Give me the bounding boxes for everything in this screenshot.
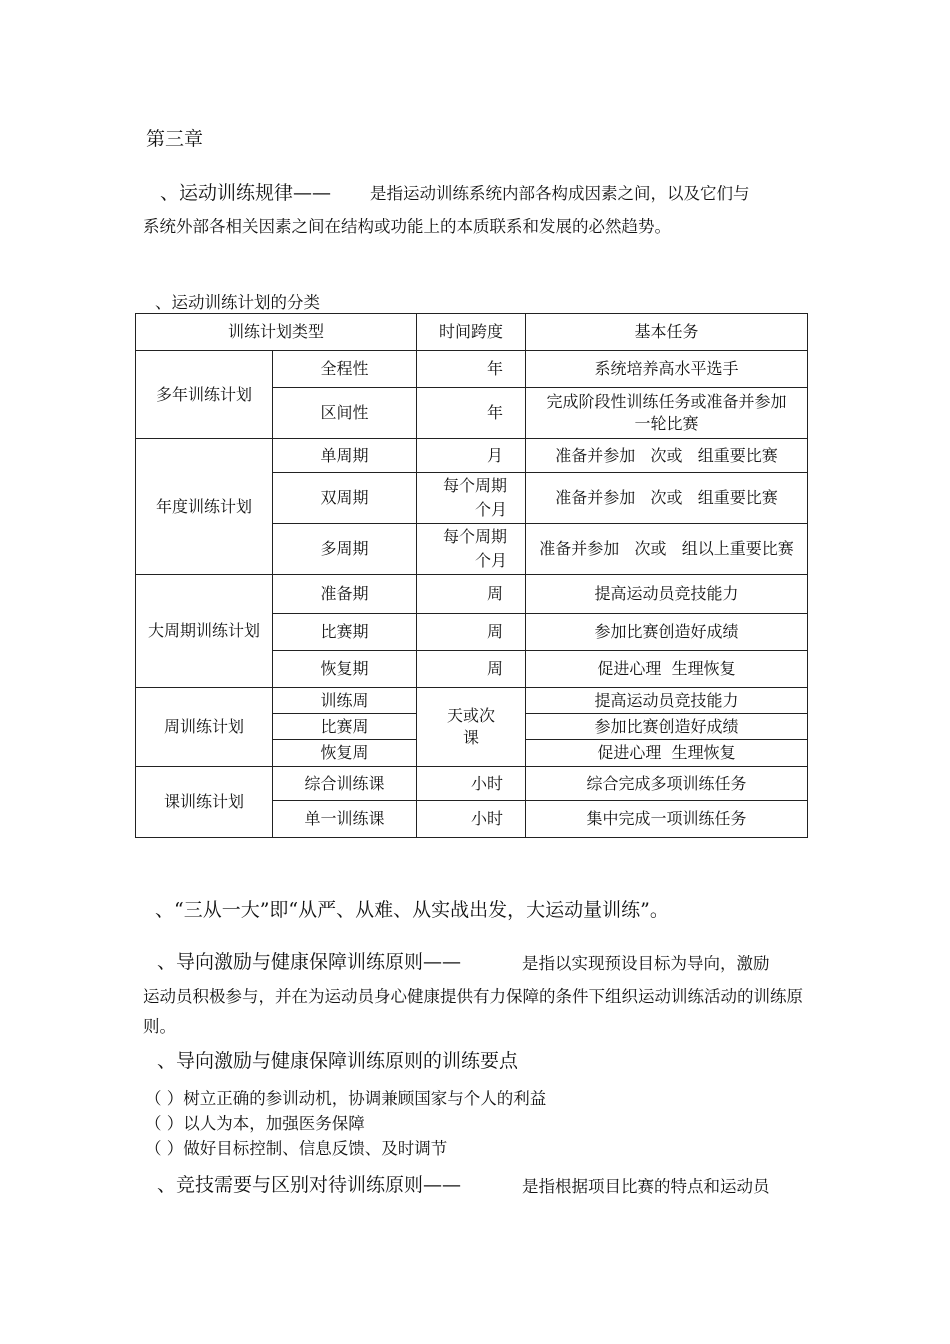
group-name: 年度训练计划 xyxy=(136,439,273,575)
time-span: 小时 xyxy=(417,767,526,801)
training-plan-table xyxy=(135,313,808,838)
sub-type: 单一训练课 xyxy=(273,801,417,838)
time-span: 天或次课 xyxy=(417,688,526,767)
section1-heading: 、运动训练规律—— xyxy=(160,182,332,204)
section4-text-line1: 是指以实现预设目标为导向，激励 xyxy=(522,954,770,973)
time-span: 周 xyxy=(417,575,526,614)
sub-type: 区间性 xyxy=(273,388,417,439)
header-plan-type: 训练计划类型 xyxy=(136,314,417,351)
time-span: 年 xyxy=(417,351,526,388)
sub-type: 双周期 xyxy=(273,473,417,524)
chapter-title: 第三章 xyxy=(146,128,204,150)
table-header-row xyxy=(136,314,808,351)
group-name: 周训练计划 xyxy=(136,688,273,767)
section6-heading: 、竞技需要与区别对待训练原则—— xyxy=(157,1174,462,1196)
time-span: 每个周期个月 xyxy=(417,524,526,575)
group-name: 课训练计划 xyxy=(136,767,273,838)
table-row xyxy=(136,439,808,473)
task: 参加比赛创造好成绩 xyxy=(526,614,808,651)
task: 系统培养高水平选手 xyxy=(526,351,808,388)
task: 集中完成一项训练任务 xyxy=(526,801,808,838)
task: 准备并参加 次或 组重要比赛 xyxy=(526,473,808,524)
task: 促进心理 生理恢复 xyxy=(526,740,808,767)
group-name: 大周期训练计划 xyxy=(136,575,273,688)
section4-heading: 、导向激励与健康保障训练原则—— xyxy=(157,951,462,973)
time-span: 月 xyxy=(417,439,526,473)
sub-type: 单周期 xyxy=(273,439,417,473)
time-span: 每个周期个月 xyxy=(417,473,526,524)
training-point: （ ）树立正确的参训动机，协调兼顾国家与个人的利益 xyxy=(145,1089,547,1108)
table-row xyxy=(136,688,808,714)
sub-type: 全程性 xyxy=(273,351,417,388)
header-basic-task: 基本任务 xyxy=(526,314,808,351)
table-row xyxy=(136,575,808,614)
time-span: 年 xyxy=(417,388,526,439)
task: 准备并参加 次或 组以上重要比赛 xyxy=(526,524,808,575)
section6-text-line1: 是指根据项目比赛的特点和运动员 xyxy=(522,1177,770,1196)
sub-type: 多周期 xyxy=(273,524,417,575)
sub-type: 比赛期 xyxy=(273,614,417,651)
task: 促进心理 生理恢复 xyxy=(526,651,808,688)
section4-text-rest: 运动员积极参与，并在为运动员身心健康提供有力保障的条件下组织运动训练活动的训练原则。 xyxy=(143,987,803,1036)
sub-type: 比赛周 xyxy=(273,714,417,740)
table-row xyxy=(136,351,808,388)
time-span: 周 xyxy=(417,651,526,688)
header-time-span: 时间跨度 xyxy=(417,314,526,351)
time-span: 小时 xyxy=(417,801,526,838)
sub-type: 训练周 xyxy=(273,688,417,714)
time-span: 周 xyxy=(417,614,526,651)
task: 准备并参加 次或 组重要比赛 xyxy=(526,439,808,473)
group-name: 多年训练计划 xyxy=(136,351,273,439)
sub-type: 恢复期 xyxy=(273,651,417,688)
training-point: （ ）做好目标控制、信息反馈、及时调节 xyxy=(145,1139,448,1158)
table-caption: 、运动训练计划的分类 xyxy=(155,293,320,312)
section1-text-line2: 系统外部各相关因素之间在结构或功能上的本质联系和发展的必然趋势。 xyxy=(143,217,671,236)
section5-heading: 、导向激励与健康保障训练原则的训练要点 xyxy=(157,1050,519,1072)
sub-type: 综合训练课 xyxy=(273,767,417,801)
section3-text: 、“三从一大”即“从严、从难、从实战出发，大运动量训练”。 xyxy=(155,899,669,921)
sub-type: 准备期 xyxy=(273,575,417,614)
task: 提高运动员竞技能力 xyxy=(526,575,808,614)
section1-text-line1: 是指运动训练系统内部各构成因素之间，以及它们与 xyxy=(370,184,750,203)
task: 完成阶段性训练任务或准备并参加一轮比赛 xyxy=(526,388,808,439)
training-point: （ ）以人为本，加强医务保障 xyxy=(145,1114,365,1133)
table-row xyxy=(136,767,808,801)
task: 参加比赛创造好成绩 xyxy=(526,714,808,740)
task: 提高运动员竞技能力 xyxy=(526,688,808,714)
task: 综合完成多项训练任务 xyxy=(526,767,808,801)
sub-type: 恢复周 xyxy=(273,740,417,767)
